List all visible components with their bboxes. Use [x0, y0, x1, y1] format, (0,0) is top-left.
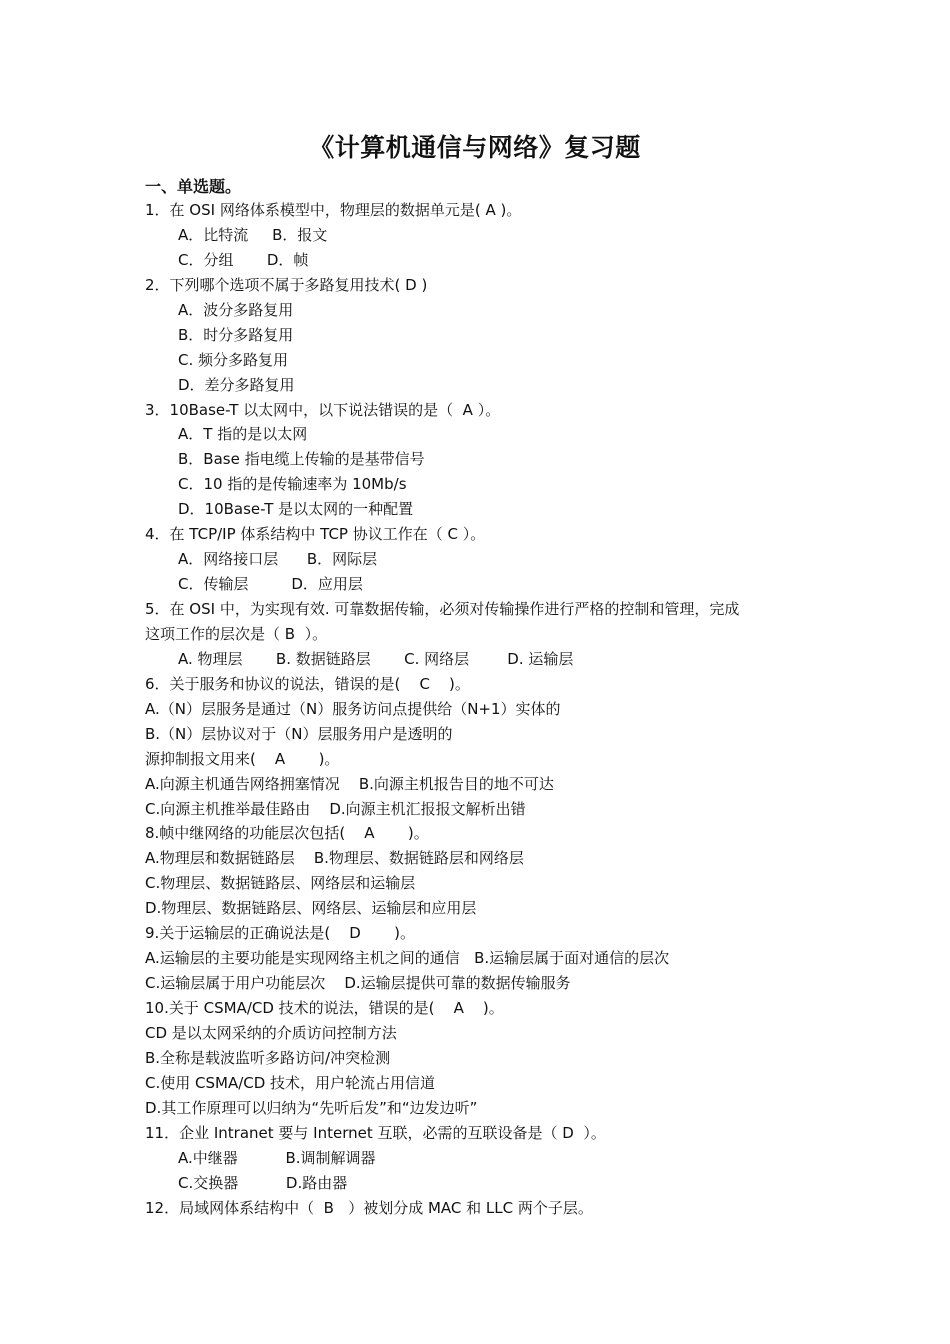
question-line: 5．在 OSI 中，为实现有效. 可靠数据传输，必须对传输操作进行严格的控制和管理，完成: [145, 600, 740, 618]
question-line: A.（N）层服务是通过（N）服务访问点提供给（N+1）实体的: [145, 699, 561, 718]
answer-option-line: D．10Base-T 是以太网的一种配置: [178, 500, 414, 519]
question-line: A.运输层的主要功能是实现网络主机之间的通信 B.运输层属于面对通信的层次: [145, 949, 670, 968]
answer-option-line: C.交换器 D.路由器: [178, 1173, 348, 1192]
answer-option-line: B．时分多路复用: [178, 325, 294, 344]
answer-option-line: A. 物理层 B. 数据链路层 C. 网络层 D. 运输层: [178, 649, 574, 668]
question-line: 4．在 TCP/IP 体系结构中 TCP 协议工作在（ C ）。: [145, 525, 486, 544]
question-list: [145, 198, 825, 1220]
section-heading: 一、单选题。: [145, 177, 242, 196]
question-line: B.全称是载波监听多路访问/冲突检测: [145, 1048, 391, 1067]
question-line: C.运输层属于用户功能层次 D.运输层提供可靠的数据传输服务: [145, 974, 571, 993]
question-line: 12．局域网体系结构中（ B ）被划分成 MAC 和 LLC 两个子层。: [145, 1198, 593, 1217]
question-line: D.物理层、数据链路层、网络层、运输层和应用层: [145, 899, 477, 918]
answer-option-line: C．分组 D．帧: [178, 250, 309, 269]
question-line: 这项工作的层次是（ B ）。: [145, 624, 328, 643]
question-line: 10.关于 CSMA/CD 技术的说法，错误的是( A )。: [145, 999, 504, 1017]
answer-option-line: A．波分多路复用: [178, 300, 294, 319]
question-line: CD 是以太网采纳的介质访问控制方法: [145, 1023, 397, 1042]
question-line: 1．在 OSI 网络体系模型中，物理层的数据单元是( A )。: [145, 201, 522, 219]
question-line: A.向源主机通告网络拥塞情况 B.向源主机报告目的地不可达: [145, 774, 554, 793]
answer-option-line: A．比特流 B．报文: [178, 225, 328, 244]
answer-option-line: A.中继器 B.调制解调器: [178, 1148, 376, 1167]
question-line: D.其工作原理可以归纳为“先听后发”和“边发边听”: [145, 1098, 478, 1117]
question-line: 6．关于服务和协议的说法，错误的是( C )。: [145, 674, 470, 693]
answer-option-line: D．差分多路复用: [178, 375, 295, 394]
question-line: 3．10Base-T 以太网中，以下说法错误的是（ A ）。: [145, 400, 501, 419]
question-line: B.（N）层协议对于（N）层服务用户是透明的: [145, 724, 453, 743]
question-line: 11．企业 Intranet 要与 Internet 互联，必需的互联设备是（ D ）。: [145, 1123, 606, 1142]
answer-option-line: B．Base 指电缆上传输的是基带信号: [178, 450, 425, 469]
answer-option-line: C．传输层 D．应用层: [178, 575, 363, 594]
question-line: 源抑制报文用来( A )。: [145, 749, 340, 768]
question-line: A.物理层和数据链路层 B.物理层、数据链路层和网络层: [145, 849, 524, 868]
document-title: 《计算机通信与网络》复习题: [309, 133, 641, 162]
question-line: C.向源主机推举最佳路由 D.向源主机汇报报文解析出错: [145, 799, 526, 818]
answer-option-line: A．T 指的是以太网: [178, 425, 308, 444]
answer-option-line: C．10 指的是传输速率为 10Mb/s: [178, 475, 407, 494]
question-line: 2．下列哪个选项不属于多路复用技术( D ): [145, 275, 428, 294]
answer-option-line: A．网络接口层 B．网际层: [178, 550, 378, 569]
question-line: C.物理层、数据链路层、网络层和运输层: [145, 874, 416, 893]
answer-option-line: C. 频分多路复用: [178, 350, 289, 369]
question-line: 9.关于运输层的正确说法是( D )。: [145, 924, 416, 943]
question-line: C.使用 CSMA/CD 技术，用户轮流占用信道: [145, 1073, 436, 1092]
question-line: 8.帧中继网络的功能层次包括( A )。: [145, 824, 429, 843]
